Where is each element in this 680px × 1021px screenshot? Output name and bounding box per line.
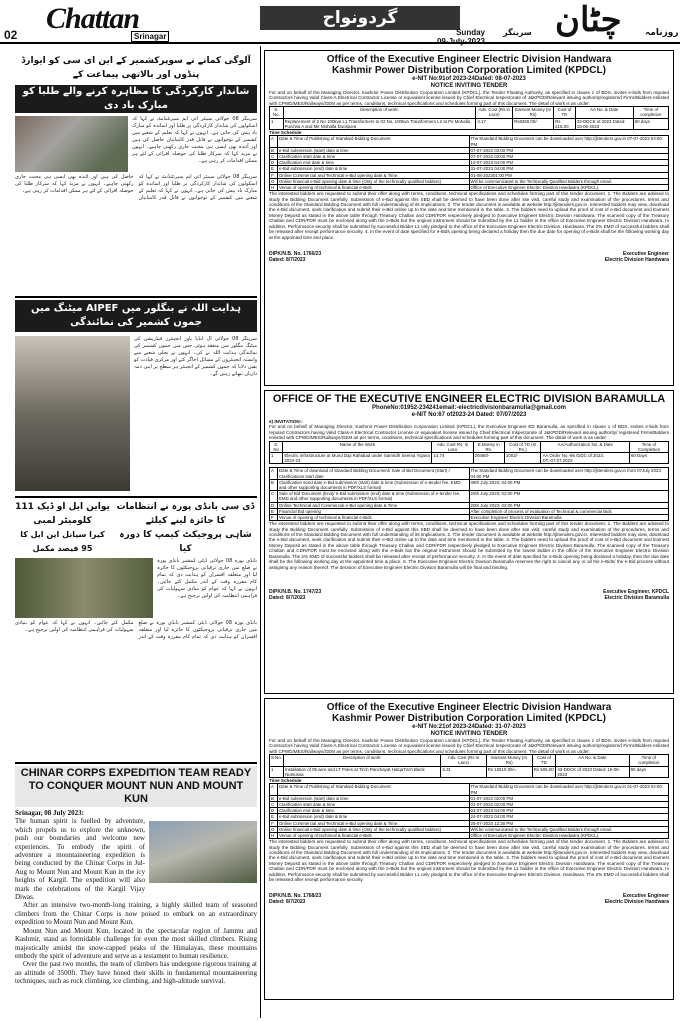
schedule-cell: Date & Time of Publishing of Standard Bidding Document: bbox=[278, 784, 470, 795]
schedule-cell: A bbox=[270, 784, 278, 795]
table-header: Time of Completion bbox=[629, 441, 668, 452]
tender-notice: NOTICE INVITING TENDER bbox=[430, 83, 508, 89]
urdu-daily: روزنامہ bbox=[645, 28, 679, 38]
table-cell: 90 days bbox=[629, 766, 668, 777]
section-banner: گردونواح bbox=[260, 6, 460, 30]
tender-terms: The interested bidders are requested to submit their offer along with terms, conditions, technical specifications and schedules forming part of this tender document. 1. The Bidders are advised to study the Bidding Document carefully. Submission of e-Bid against this SBD shall be deemed to have been done after site visit, careful study and examination of the procedures, terms and conditions of the Standard Bidding Document with full understanding of its implications. 2. The tender document is available at website http://jktenders.gov.in. Interested bidders may view, download the e-Bid document, seek clarification and submit their e-Bid online up to the date and time mentioned in the table. 3. The bidders need to upload the proof of cost of e-Bid document and Earnest Money Deposit as stated in the above table through Treasury Challan and CDR/FDR respectively pledged to Executive Engineer Electric Division Handwara. The scanned copy of the Treasury Challan and CDR/FDR must be enclosed along with the e-Bids but the original instrument should be submitted by the L1 bidder in the office of Executive Engineer Electric Division Handwara. In addition, Performance security shall be submitted by successful Bidder L1 only pledged to the office of the Executive Engineer Electric Division. Handwara. The 2% EMD of successful bidders shall be released after receipt performance security. 4. In the event of date specified for e-Bids opening being declared a holiday then the due date for opening of e-Bids shall be the following working day at the appointed time and place. bbox=[269, 191, 669, 240]
tender-nit: e-NIT No:67 of2023-24 Dated: 07/07/2023 bbox=[411, 412, 527, 418]
tender-terms: The interested bidders are requested to submit their offer along with terms, conditions, technical specifications and schedules forming part of this tender document. 1. The Bidders are advised to study the Bidding Document carefully. Submission of e-Bid against this SBD shall be deemed to have been done after site visit, careful study and examination of the procedures, terms and conditions of the Standard Bidding Document with full understanding of its implications. 2. The tender document is available at website http://jktenders.gov.in. Interested bidders may view, download the e-Bid document, seek clarification and submit their e-Bid online up to the date and time mentioned in the table. 3. The bidders need to upload the proof of cost of e-Bid document and Earnest Money Deposit as stated in the above table through Treasury Challan and CDR/FDR respectively pledged to Executive Engineer Electric Division Handwara. The scanned copy of the Treasury Challan and CDR/FDR must be enclosed along with the e-Bids but the original instrument should be submitted by the L1 bidder in the office of Executive Engineer Electric Division Handwara. In addition, Performance security shall be submitted by successful Bidder L1 only pledged to the office of the Executive Engineer Electric Division. Handwara. The 2% EMD of successful bidders shall be released after receipt performance security. bbox=[269, 839, 669, 883]
dipk-number: DIPK/N.B. No. 1766/23 bbox=[269, 251, 322, 258]
signatory-title: Executive Engineer bbox=[622, 893, 669, 900]
signatory-office: Electric Division Handwara bbox=[604, 899, 669, 906]
story-1 bbox=[15, 46, 257, 294]
table-cell: Electric infrastructure at Mund Daji Rafiabad under Samridh Seema Yojana 2023-24 bbox=[283, 453, 432, 464]
schedule-row bbox=[270, 515, 669, 521]
newspaper-logo: Chattan bbox=[46, 2, 140, 35]
table-cell: 1 bbox=[270, 766, 284, 777]
schedule-cell: 20th July 2023; 02:00 PM bbox=[469, 502, 668, 508]
table-cell: 1003/- bbox=[504, 453, 541, 464]
schedule-cell: G bbox=[270, 178, 278, 184]
urdu-logo: چٹان bbox=[555, 0, 622, 40]
story-3-side-body: بانڈی پورہ 08 جولائی ڈپٹی کمشنر بانڈی پورہ نے ضلع میں جاری ترقیاتی پروجیکٹوں کا جائزہ لیا اور متعلقہ افسران کو ہدایت دی کہ تمام کام مقررہ وقت کے اندر مکمل کئے جائیں۔ انہوں نے کہا کہ عوام کو بنیادی سہولیات کی فراہمی انتظامیہ کی اولین ترجیح ہے۔ bbox=[157, 558, 257, 599]
table-row bbox=[270, 766, 669, 777]
table-row bbox=[270, 118, 669, 129]
table-header: AA/Authorization No. & Date bbox=[541, 441, 629, 452]
tender-invitation: e) INVITATION:- bbox=[269, 419, 303, 424]
schedule-cell: Online financial e-Bid opening date & time (Only of the technically qualified bidders) bbox=[278, 178, 470, 184]
schedule-cell: Date & Time of download of Standard Bidding Document/ Sale of Bid Document (Start) / Clarifications start date bbox=[278, 468, 470, 479]
tender-terms: The interested bidders are requested to submit their offer along with terms, conditions, technical specifications and schedules forming part of this tender document. 1. The Bidders are advised to study the Bidding Document carefully. Submission of e-Bid against this SBD shall be deemed to have been done after site visit, careful study and examination of the procedures, terms and conditions of the Standard Bidding Document with full understanding of its implications. 2. The tender document is available at website http://jktenders.gov.in. Interested bidders may view, download the e-Bid document, seek clarification and submit their e-Bid online up to the date and time mentioned in the table. 3. The bidders need to upload the proof of cost of e-Bid document and Earnest Money Deposit as stated in the above table through Treasury Challan and CDR/FDR respectively pledged to Executive Engineer Electric Division Baramulla. The scanned copy of the Treasury Challan and CDR/FDR must be enclosed along with the e-Bids but the original instrument should be submitted by the lowest bidder in the office of the Executive Engineer Electric Division Baramulla. The 2% EMD of successful bidders shall be released after receipt of performance security. 4. In the event of date specified for e-Bids opening being declared a holiday, then the due date shall be the following working day at the appointed time & place. 5. The Executive Engineer Electric Division Baramulla reserves the right to cancel any or all the e-Bids/ the e-Bid process without assigning any reason thereof. The decision of Executive Engineer Electric Division Baramulla will be final and binding. bbox=[269, 521, 669, 570]
table-cell: Rs8350.00/- bbox=[513, 118, 554, 129]
schedule-cell: B bbox=[270, 795, 278, 801]
tender-notice-handwara-1 bbox=[264, 50, 674, 386]
schedule-row bbox=[270, 185, 669, 191]
divider bbox=[15, 762, 257, 764]
schedule-cell: e-Bid submission (end) date & time bbox=[278, 814, 470, 820]
table-cell: 1 bbox=[270, 453, 283, 464]
schedule-cell: Venue of opening of technical & financial e-Bids bbox=[278, 515, 470, 521]
story-3-photo bbox=[15, 558, 153, 618]
table-header: AA No. & Date bbox=[556, 755, 629, 766]
schedule-cell: 25-07-2023 12:30 PM bbox=[469, 820, 668, 826]
table-header: Description of work: bbox=[283, 107, 476, 118]
story-2-headline: ہدایت اللہ نے بنگلور میں AIPEF میٹنگ میں جموں کشمیر کی نمائندگی bbox=[15, 300, 257, 332]
tender-contact: PhoneNo:01952-234241email:-electricdivisionbaramulla@gmail.com bbox=[372, 405, 566, 411]
table-header: Earnest Money (In Rs) bbox=[486, 755, 532, 766]
table-header: Adv. Cost (Rs in Lacs) bbox=[476, 107, 513, 118]
table-cell: Rs 215.00 bbox=[554, 118, 576, 129]
table-cell: Replacement of 2 No 100kva L1 Transformers to 02 No. 100kva Transformers L2 at Pir Mohalla Punzwa A and Mir Mohalla Doolipora bbox=[283, 118, 476, 129]
schedule-cell: Clarification end date & time bbox=[278, 160, 470, 166]
table-cell: 4.17 bbox=[476, 118, 513, 129]
work-table bbox=[269, 441, 669, 465]
schedule-cell: F bbox=[270, 820, 278, 826]
schedule-cell: B bbox=[270, 147, 278, 153]
dipk-number: DIPK/N.B. No. 1747/23 bbox=[269, 589, 322, 596]
story-3-body: بانڈی پورہ 08 جولائی ڈپٹی کمشنر بانڈی پورہ نے ضلع میں جاری ترقیاتی پروجیکٹوں کا جائزہ لیا اور متعلقہ افسران کو ہدایت دی کہ تمام کام مقررہ وقت کے اندر مکمل کئے جائیں۔ انہوں نے کہا کہ عوام کو بنیادی سہولیات کی فراہمی انتظامیہ کی اولین ترجیح ہے۔ bbox=[15, 620, 257, 640]
schedule-cell: After completion of process of evaluation of Technical & commercial Bids bbox=[469, 508, 668, 514]
schedule-cell: 01-07-2023 02:00 PM bbox=[469, 802, 668, 808]
schedule-cell: B bbox=[270, 479, 278, 490]
tender-title: Office of the Executive Engineer Electric Division Handwara bbox=[326, 702, 612, 713]
story-1-body: سرینگر 08 جولائی سینئر آئی ایم سپرنٹنڈنٹ نے کہا کہ اسکولوں کی شاندار کارکردگی پر طلبا اور اساتذہ کو مبارک باد پیش کی جاتی ہے۔ انہوں نے کہا کہ تعلیم کے شعبے میں کشمیر کے نوجوانوں نے قابل قدر کامیابیاں حاصل کی ہیں اور آئندہ بھی ایسی ہی محنت جاری رکھنی چاہیے۔ انہوں نے مزید کہا کہ سرکار طلبا کی حوصلہ افزائی کے لئے ہر ممکن اقدامات کر رہی ہے۔ bbox=[15, 174, 257, 201]
table-header: AA No. & Date bbox=[575, 107, 633, 118]
signatory-office: Electric Division Baramulla bbox=[604, 595, 669, 602]
schedule-cell: C bbox=[270, 802, 278, 808]
story-1-headline-top: آلوگی کمانے نے سوپرکشمیر کے این ای سی کو ایوارڈ پنڈوں اور بالاتھی پیماعت کے bbox=[21, 56, 251, 80]
schedule-cell: 03-07-2023 04:00 PM bbox=[469, 808, 668, 814]
left-column bbox=[15, 46, 257, 994]
tender-intro: For and on behalf of the Managing Director, Kashmir Power Distribution Corporation Limited (KPDCL), the Tender Floating Authority, as specified in clause 1 of BDS, invites e-bids from reputed Contractors having Valid Class-A Electrical Contractor License or equivalent license issued by Chief Electrical Inspectorate of J&KPDD/Relevant issuing authority/registered Firms/Bidders enlisted with CPWD/MES/Railways/GEM as per terms, conditions, technical specifications and schedules forming part of this document. The detail of work is as under: bbox=[269, 90, 669, 106]
schedule-cell: 20th July 2023; 02:00 PM bbox=[469, 491, 668, 502]
story-3-headline-top: ڈی سی بانڈی پورہ نے انتظامات کا جائزہ لینے کیلئے bbox=[116, 502, 255, 526]
schedule-cell: C bbox=[270, 154, 278, 160]
schedule-cell: E bbox=[270, 166, 278, 172]
table-header: S. No. bbox=[270, 107, 284, 118]
schedule-table bbox=[269, 783, 669, 839]
schedule-cell: Online financial e-Bid opening date & time (Only of the technically qualified bidders) bbox=[278, 826, 470, 832]
schedule-cell: 07-07-2023 03:00 PM bbox=[469, 154, 668, 160]
schedule-cell: e-Bid submission (end) date & time bbox=[278, 166, 470, 172]
table-header: Time of completion bbox=[633, 107, 668, 118]
table-cell: 6.31 bbox=[441, 766, 486, 777]
schedule-row bbox=[270, 479, 669, 490]
divider bbox=[15, 296, 257, 298]
tender-dated: Dated: 8/7/2023 bbox=[269, 257, 306, 264]
table-header: Time of completion bbox=[629, 755, 668, 766]
schedule-row bbox=[270, 784, 669, 795]
masthead bbox=[0, 0, 680, 44]
tender-org: Kashmir Power Distribution Corporation Limited (KPDCL) bbox=[332, 65, 606, 76]
signatory-office: Electric Division Handwara bbox=[604, 257, 669, 264]
schedule-cell: 10-07-2023 04:00 PM bbox=[469, 160, 668, 166]
table-cell: 43-DDCK of 2023 Dated: 15-06-2023 bbox=[556, 766, 629, 777]
table-header: Adv. Cost (Rs in Lacs) bbox=[441, 755, 486, 766]
story-1-photo bbox=[15, 116, 128, 172]
story-4-dateline: Srinagar, 08 July 2023: bbox=[15, 809, 84, 817]
tender-notice-baramulla bbox=[264, 390, 674, 694]
tender-title: OFFICE OF THE EXECUTIVE ENGINEER ELECTRIC DIVISION BARAMULLA bbox=[272, 393, 666, 405]
schedule-title: Time Schedule bbox=[269, 130, 302, 136]
tender-intro: For and on behalf of the Managing Director, Kashmir Power Distribution Corporation Limited (KPDCL), the Tender Floating Authority, as specified in clause 1 of BDS, invites e-bids from reputed Contractors having Valid Class-A Electrical Contractor License or equivalent license issued by Chief Electrical Inspectorate of J&KPDD/Relevant issuing authority/registered Firms/Bidders enlisted with CPWD/MES/Railways/GEM as per terms, conditions, technical specifications and schedules forming part of this document. The detail of work is as under: bbox=[269, 738, 669, 754]
schedule-cell: Office of Executive Engineer Electric Division Handwara (KPDCL). bbox=[469, 833, 668, 839]
story-2 bbox=[15, 300, 257, 494]
signatory-title: Executive Engineer, KPDCL bbox=[603, 589, 669, 596]
schedule-cell: 08th July 2023; 04:00 PM bbox=[469, 479, 668, 490]
tender-notice-handwara-2 bbox=[264, 698, 674, 1000]
schedule-cell: E bbox=[270, 508, 278, 514]
schedule-cell: The Standard Bidding Document can be downloaded over http://jktenders.gov.in 07-07-2023 03:00 PM bbox=[469, 136, 668, 147]
schedule-cell: D bbox=[270, 502, 278, 508]
tender-nit: e-NIT No:21of 2023-24Dated: 31-07-2023 bbox=[412, 724, 526, 730]
story-4-p3: Mount Nun and Mount Kun, located in the spectacular region of Jammu and Kashmir, stand as formidable challenge for even the most skilled climbers. Rising majestically amidst the snow-capped peaks of the Himalayas, these mountains embody the spirit of adventure and serve as a testament to human resilience. bbox=[15, 926, 257, 960]
table-cell: Rs 505.00 bbox=[532, 766, 556, 777]
schedule-cell: D bbox=[270, 160, 278, 166]
schedule-cell: H bbox=[270, 833, 278, 839]
table-cell: 90 days bbox=[633, 118, 668, 129]
signatory-title: Executive Engineer bbox=[622, 251, 669, 258]
schedule-cell: Online Commercial and Technical e-Bid opening date & Time. bbox=[278, 172, 470, 178]
schedule-title: Time Schedule bbox=[269, 778, 302, 784]
schedule-cell: Will be communicated to the Technically Qualified Bidders through email. bbox=[469, 178, 668, 184]
schedule-cell: 07-07-2023 03:00 PM bbox=[469, 147, 668, 153]
schedule-cell: Venue of opening of technical & financial e-Bids bbox=[278, 185, 470, 191]
divider bbox=[15, 496, 257, 498]
story-3 bbox=[15, 500, 257, 760]
schedule-cell: A bbox=[270, 468, 278, 479]
story-4-p4: Over the past two months, the team of climbers has undergone rigorous training at an altitude of 3500ft. They have honed their skills in fundamental mountaineering techniques, such as rock climbing, ice climbing, and high-altitude survival. bbox=[15, 960, 257, 986]
table-header: Adv. Cost Rs. In Lacs bbox=[432, 441, 473, 452]
schedule-cell: e-Bid submission (start) date & time bbox=[278, 795, 470, 801]
table-cell: Installation of 05 wire and LT Poles at Tirch Panchayat HalqaTirch Block Nutnussa bbox=[283, 766, 440, 777]
schedule-row bbox=[270, 491, 669, 502]
schedule-cell: C bbox=[270, 491, 278, 502]
table-header: Cost of TD (In Rs.) bbox=[504, 441, 541, 452]
page-number: 02 bbox=[4, 28, 18, 42]
tender-intro: For and on behalf of Managing Director, Kashmir Power Distribution Corporation Limited (KPDCL), the Executive Engineer ED Baramulla, as specified in clause 1 of BDS, invites e-bids from reputed Contractors having Valid Class-A Electrical Contractor License or equivalent license issued by Chief Electrical Inspectorate of J&KPDD/Relevant issuing authority/ registered Firms/Bidders enlisted with CPWD/MES/Railways/GEM as per terms, conditions, technical specifications and schedules forming part of this document. The detail of work is as under: bbox=[269, 424, 669, 441]
table-header: S. No bbox=[270, 441, 283, 452]
schedule-row bbox=[270, 833, 669, 839]
schedule-cell: D bbox=[270, 808, 278, 814]
tender-title: Office of the Executive Engineer Electric Division Handwara bbox=[326, 54, 612, 65]
story-1-body-top: سرینگر 08 جولائی سینئر آئی ایم سپرنٹنڈنٹ نے کہا کہ اسکولوں کی شاندار کارکردگی پر طلبا اور اساتذہ کو مبارک باد پیش کی جاتی ہے۔ انہوں نے کہا کہ تعلیم کے شعبے میں کشمیر کے نوجوانوں نے قابل قدر کامیابیاں حاصل کی ہیں اور آئندہ بھی ایسی ہی محنت جاری رکھنی چاہیے۔ انہوں نے مزید کہا کہ سرکار طلبا کی حوصلہ افزائی کے لئے ہر ممکن اقدامات کر رہی ہے۔ bbox=[132, 116, 257, 164]
schedule-cell: 01-08-202301:00 PM bbox=[469, 172, 668, 178]
urdu-city: سرینگر bbox=[503, 28, 532, 37]
table-cell: 14.74 bbox=[432, 453, 473, 464]
schedule-table bbox=[269, 467, 669, 521]
schedule-cell: A bbox=[270, 136, 278, 147]
table-header: Cost of TD bbox=[532, 755, 556, 766]
schedule-cell: 31-07-2023 04:00 PM bbox=[469, 166, 668, 172]
schedule-cell: Sale of Bid Document (End)/ e-Bid submission (end) date & time (Submission of e-tender fee, EMD and other supporting documents in PDF/XLS format) bbox=[278, 491, 470, 502]
tender-dated: Dated: 8/7/2023 bbox=[269, 595, 306, 602]
schedule-cell: The Standard Bidding Document can be downloaded over http://jktenders.gov.in from 07July 2023; 04:00 PM bbox=[469, 468, 668, 479]
schedule-cell: Clarification start date & time bbox=[278, 802, 470, 808]
table-cell: 60 Days bbox=[629, 453, 668, 464]
tender-org: Kashmir Power Distribution Corporation Limited (KPDCL) bbox=[332, 713, 606, 724]
work-table bbox=[269, 106, 669, 130]
dipk-number: DIPK/N.B. No. 1768/23 bbox=[269, 893, 322, 900]
logo-city: Srinagar bbox=[131, 31, 169, 42]
schedule-cell: F bbox=[270, 172, 278, 178]
table-cell: Rs 12610.00/= bbox=[486, 766, 532, 777]
schedule-cell: F bbox=[270, 515, 278, 521]
tender-nit: e-NIT No:91of 2023-24Dated: 08-07-2023 bbox=[412, 76, 526, 82]
story-3-side-headline: یواین ایل او ڈیک 111 کلومیٹر لمبی bbox=[15, 502, 110, 526]
tender-notice: NOTICE INVITING TENDER bbox=[430, 731, 508, 737]
table-cell: 32-DDCK of 2023 Dated: 15-06-2023 bbox=[575, 118, 633, 129]
schedule-cell: Online Commercial and Technical e-Bid opening date & Time. bbox=[278, 820, 470, 826]
story-3-side bbox=[15, 500, 110, 556]
table-cell: 29480/- bbox=[473, 453, 504, 464]
schedule-cell: Executive Engineer Electric Division Baramulla bbox=[469, 515, 668, 521]
schedule-cell: Clarification end date & time. bbox=[278, 808, 470, 814]
table-header: Cost of TD bbox=[554, 107, 576, 118]
story-4-headline: CHINAR CORPS EXPEDITION TEAM READY TO CONQUER MOUNT NUN AND MOUNT KUN bbox=[15, 766, 257, 807]
schedule-cell: Online Technical and Commercial e-Bid opening date & Time bbox=[278, 502, 470, 508]
schedule-cell: G bbox=[270, 826, 278, 832]
table-header: Name of the Work bbox=[283, 441, 432, 452]
story-2-photo bbox=[15, 336, 130, 491]
schedule-cell: Office of Executive Engineer Electric Division Handwara (KPDCL). bbox=[469, 185, 668, 191]
schedule-cell: 24-07-2023 04:00 PM bbox=[469, 814, 668, 820]
tender-column bbox=[264, 50, 674, 1004]
table-header: E.Money in Rs. bbox=[473, 441, 504, 452]
schedule-cell: The Standard Bidding Document can be downloaded over http://jktenders.gov.in 01-07-2023 02:00 PM bbox=[469, 784, 668, 795]
table-header: Description of work: bbox=[283, 755, 440, 766]
schedule-row bbox=[270, 136, 669, 147]
schedule-cell: E bbox=[270, 814, 278, 820]
table-cell: AA Order No.-96 /DDC of 2023, DT.-07.07.2023 bbox=[541, 453, 629, 464]
story-3-side-sub: کیرا سیانل این ایل کا 95 فیصد مکمل bbox=[20, 530, 105, 553]
table-row bbox=[270, 453, 669, 464]
story-4-p1: The human spirit is fuelled by adventure, which propels us to explore the unknown, push our boundaries and welcome new experiences. To embody the spirit of adventure a mountaineering expedition is being conducted by the Chinar Corps in Jul-Aug to Mount Nun and Mount Kun in the icy heights of Kargil. The expedition will also mark the celebrations of the Kargil Vijay Diwas. bbox=[15, 817, 145, 902]
schedule-cell: Clarification send date e-Bid submission (start) date & time (Submission of e-tender fee, EMD and other supporting documents in PDF/XLS format) bbox=[278, 479, 470, 490]
story-1-headline: شاندار کارکردگی کا مظاہرہ کرنے والے طلبا کو مبارک باد دی bbox=[15, 85, 257, 113]
story-4 bbox=[15, 766, 257, 994]
work-table bbox=[269, 754, 669, 778]
schedule-cell: Will be communicated to the Technically Qualified Bidders through email. bbox=[469, 826, 668, 832]
column-divider bbox=[260, 46, 261, 1018]
table-cell: 1 bbox=[270, 118, 284, 129]
story-4-photo bbox=[149, 821, 257, 883]
schedule-cell: Financial Bid opening bbox=[278, 508, 470, 514]
story-2-body: سرینگر 08 جولائی آل انڈیا پاور انجینئرز فیڈریشن کی میٹنگ بنگلور میں منعقد ہوئی جس میں جموں کشمیر کی نمائندگی ہدایت اللہ نے کی۔ انہوں نے بجلی شعبے سے وابستہ انجینئروں کے مسائل اجاگر کئے اور مرکزی قیادت کو یقین دلایا کہ جموں کشمیر کے انجینئر ہر سطح پر اپنی ذمہ داریاں نبھاتے رہیں گے۔ bbox=[134, 336, 257, 377]
table-header: S.No. bbox=[270, 755, 284, 766]
schedule-cell: 01-07-2023 02:00 PM bbox=[469, 795, 668, 801]
schedule-cell: e-Bid submission (start) date & time bbox=[278, 147, 470, 153]
story-3-main bbox=[114, 500, 257, 556]
tender-dated: Dated: 8/7/2023 bbox=[269, 899, 306, 906]
schedule-cell: Venue of opening of technical & financial e-Bids bbox=[278, 833, 470, 839]
schedule-cell: Date & Time of Publishing of Standard Bidding Document bbox=[278, 136, 470, 147]
schedule-cell: H bbox=[270, 185, 278, 191]
schedule-table bbox=[269, 135, 669, 191]
table-header: Earnest Money (In Rs) bbox=[513, 107, 554, 118]
story-3-headline: شاہی پروجیکٹ کیمپ کا دورہ کیا bbox=[119, 530, 252, 554]
schedule-row bbox=[270, 468, 669, 479]
schedule-cell: Clarification start date & time bbox=[278, 154, 470, 160]
story-4-p2: After an intensive two-month-long training, a highly skilled team of seasoned climbers from the Chinar Corps is now poised to embark on an extraordinary expedition to Mount Nun and Mount Kun. bbox=[15, 901, 257, 927]
issue-date: Sunday 09-July-2023 bbox=[436, 28, 485, 46]
